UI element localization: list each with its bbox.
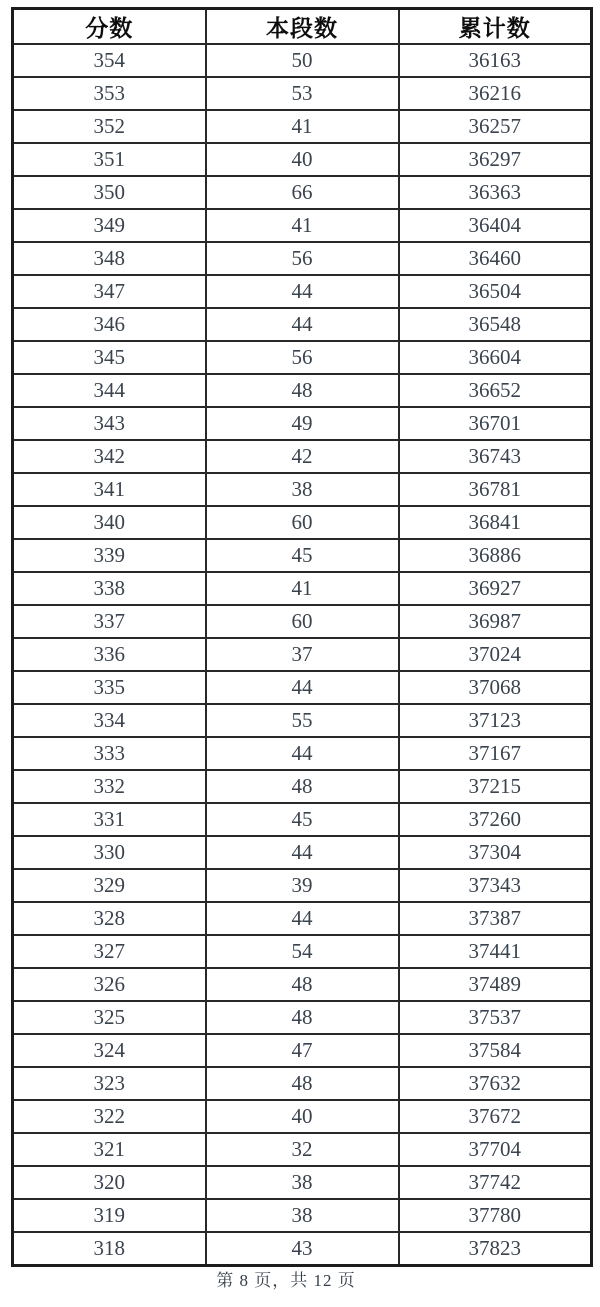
table-cell: 48 [206,968,399,1001]
table-cell: 321 [13,1133,206,1166]
table-cell: 37 [206,638,399,671]
table-cell: 66 [206,176,399,209]
table-cell: 38 [206,473,399,506]
table-cell: 56 [206,242,399,275]
header-row [13,9,592,45]
table-cell: 36504 [399,275,592,308]
table-cell: 60 [206,506,399,539]
table-row [13,737,592,770]
table-cell: 36460 [399,242,592,275]
table-cell: 48 [206,374,399,407]
table-cell: 47 [206,1034,399,1067]
table-cell: 37742 [399,1166,592,1199]
table-cell: 36163 [399,44,592,77]
table-cell: 37387 [399,902,592,935]
table-cell: 324 [13,1034,206,1067]
table-cell: 38 [206,1166,399,1199]
table-row [13,869,592,902]
table-cell: 332 [13,770,206,803]
table-row [13,308,592,341]
table-cell: 45 [206,803,399,836]
table-cell: 37260 [399,803,592,836]
score-table-body [13,44,592,1266]
table-cell: 41 [206,572,399,605]
table-cell: 327 [13,935,206,968]
table-cell: 36363 [399,176,592,209]
table-cell: 348 [13,242,206,275]
table-row [13,44,592,77]
table-cell: 37215 [399,770,592,803]
table-row [13,473,592,506]
table-row [13,440,592,473]
table-cell: 41 [206,110,399,143]
table-cell: 335 [13,671,206,704]
table-cell: 353 [13,77,206,110]
table-cell: 36216 [399,77,592,110]
table-cell: 60 [206,605,399,638]
table-row [13,275,592,308]
table-row [13,1232,592,1266]
table-cell: 36781 [399,473,592,506]
table-row [13,110,592,143]
table-row [13,572,592,605]
table-cell: 337 [13,605,206,638]
table-row [13,242,592,275]
table-cell: 333 [13,737,206,770]
table-cell: 37304 [399,836,592,869]
table-cell: 39 [206,869,399,902]
table-cell: 320 [13,1166,206,1199]
table-cell: 36548 [399,308,592,341]
table-cell: 43 [206,1232,399,1266]
page-number-footer: 第 8 页，共 12 页 [216,1271,356,1290]
table-cell: 319 [13,1199,206,1232]
table-row [13,671,592,704]
table-cell: 36701 [399,407,592,440]
table-row [13,1166,592,1199]
table-cell: 338 [13,572,206,605]
table-cell: 351 [13,143,206,176]
table-row [13,1001,592,1034]
table-cell: 331 [13,803,206,836]
table-row [13,935,592,968]
table-cell: 48 [206,1001,399,1034]
table-cell: 36743 [399,440,592,473]
table-cell: 48 [206,1067,399,1100]
table-cell: 36987 [399,605,592,638]
column-header-score: 分数 [13,9,206,45]
table-cell: 344 [13,374,206,407]
table-row [13,539,592,572]
table-cell: 32 [206,1133,399,1166]
table-row [13,407,592,440]
table-cell: 37068 [399,671,592,704]
table-row [13,1133,592,1166]
table-cell: 343 [13,407,206,440]
table-cell: 55 [206,704,399,737]
table-cell: 53 [206,77,399,110]
table-cell: 37441 [399,935,592,968]
table-row [13,176,592,209]
table-cell: 37780 [399,1199,592,1232]
table-cell: 329 [13,869,206,902]
score-table-head [13,9,592,45]
table-cell: 36841 [399,506,592,539]
table-cell: 40 [206,143,399,176]
table-cell: 341 [13,473,206,506]
table-cell: 318 [13,1232,206,1266]
table-row [13,143,592,176]
table-row [13,902,592,935]
table-row [13,770,592,803]
table-cell: 340 [13,506,206,539]
table-row [13,374,592,407]
table-cell: 346 [13,308,206,341]
table-cell: 49 [206,407,399,440]
table-cell: 37123 [399,704,592,737]
table-cell: 50 [206,44,399,77]
table-cell: 56 [206,341,399,374]
table-cell: 44 [206,737,399,770]
table-row [13,836,592,869]
table-cell: 345 [13,341,206,374]
table-cell: 44 [206,902,399,935]
table-cell: 354 [13,44,206,77]
table-row [13,506,592,539]
table-cell: 45 [206,539,399,572]
table-cell: 36297 [399,143,592,176]
table-cell: 330 [13,836,206,869]
table-cell: 37672 [399,1100,592,1133]
table-row [13,1100,592,1133]
table-cell: 42 [206,440,399,473]
table-row [13,803,592,836]
table-cell: 40 [206,1100,399,1133]
table-cell: 36404 [399,209,592,242]
table-cell: 37024 [399,638,592,671]
table-row [13,77,592,110]
column-header-segment-count: 本段数 [206,9,399,45]
table-cell: 38 [206,1199,399,1232]
table-cell: 349 [13,209,206,242]
table-cell: 36886 [399,539,592,572]
table-cell: 322 [13,1100,206,1133]
table-cell: 36652 [399,374,592,407]
table-cell: 48 [206,770,399,803]
table-cell: 37167 [399,737,592,770]
table-cell: 37489 [399,968,592,1001]
table-cell: 44 [206,308,399,341]
table-cell: 37704 [399,1133,592,1166]
score-table [11,7,593,1267]
table-cell: 328 [13,902,206,935]
table-cell: 37823 [399,1232,592,1266]
table-cell: 37632 [399,1067,592,1100]
table-row [13,209,592,242]
table-row [13,341,592,374]
table-cell: 323 [13,1067,206,1100]
table-cell: 37584 [399,1034,592,1067]
table-row [13,968,592,1001]
table-row [13,704,592,737]
table-cell: 44 [206,275,399,308]
table-cell: 336 [13,638,206,671]
table-cell: 350 [13,176,206,209]
table-cell: 37343 [399,869,592,902]
table-cell: 41 [206,209,399,242]
table-row [13,1199,592,1232]
table-cell: 37537 [399,1001,592,1034]
table-row [13,1067,592,1100]
table-cell: 326 [13,968,206,1001]
table-row [13,1034,592,1067]
table-cell: 325 [13,1001,206,1034]
table-row [13,605,592,638]
table-cell: 36257 [399,110,592,143]
column-header-cumulative-count: 累计数 [399,9,592,45]
table-cell: 44 [206,671,399,704]
table-cell: 36927 [399,572,592,605]
table-cell: 342 [13,440,206,473]
table-cell: 339 [13,539,206,572]
table-cell: 44 [206,836,399,869]
table-cell: 347 [13,275,206,308]
table-cell: 54 [206,935,399,968]
table-cell: 36604 [399,341,592,374]
table-row [13,638,592,671]
table-cell: 352 [13,110,206,143]
table-cell: 334 [13,704,206,737]
